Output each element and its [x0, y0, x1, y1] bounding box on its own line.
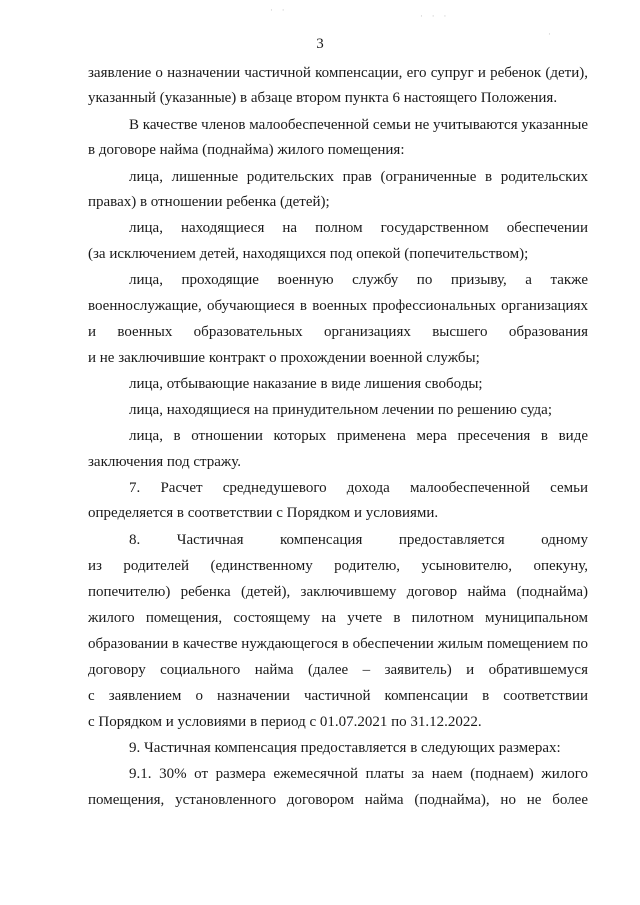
text-line: в договоре найма (поднайма) жилого помещения:: [88, 142, 405, 158]
text-line: помещения, установленного договором найма (поднайма), но не более: [88, 792, 588, 808]
text-line: лица, лишенные родительских прав (ограниченные в родительских: [129, 169, 588, 185]
text-line: заключения под стражу.: [88, 454, 242, 470]
text-line: 7. Расчет среднедушевого дохода малообеспеченной семьи: [129, 480, 588, 496]
scan-speckle: · ·: [270, 6, 288, 16]
text-line: образовании в качестве нуждающегося в обеспечении жилым помещением по: [88, 636, 588, 652]
text-line: 8. Частичная компенсация предоставляется одному: [129, 532, 588, 548]
text-line: лица, находящиеся на полном государственном обеспечении: [129, 220, 588, 236]
text-line: попечителю) ребенка (детей), заключившему договор найма (поднайма): [88, 584, 588, 600]
text-line: определяется в соответствии с Порядком и условиями.: [88, 505, 439, 521]
text-line: жилого помещения, состоящему на учете в пилотном муниципальном: [88, 610, 588, 626]
text-line: лица, находящиеся на принудительном лечении по решению суда;: [129, 402, 553, 418]
text-line: из родителей (единственному родителю, усыновителю, опекуну,: [88, 558, 588, 574]
text-line: военнослужащие, обучающиеся в военных профессиональных организациях: [88, 298, 588, 314]
page-number: 3: [316, 36, 324, 52]
text-line: с Порядком и условиями в период с 01.07.2021 по 31.12.2022.: [88, 714, 482, 730]
text-line: правах) в отношении ребенка (детей);: [88, 194, 330, 210]
text-line: лица, отбывающие наказание в виде лишения свободы;: [129, 376, 483, 392]
text-line: В качестве членов малообеспеченной семьи не учитываются указанные: [129, 117, 588, 133]
scan-speckle: · · ·: [420, 12, 450, 22]
scan-speckle: ·: [548, 30, 554, 40]
text-line: с заявлением о назначении частичной компенсации в соответствии: [88, 688, 588, 704]
text-line: и военных образовательных организациях высшего образования: [88, 324, 588, 340]
text-line: указанный (указанные) в абзаце втором пункта 6 настоящего Положения.: [88, 90, 558, 106]
text-line: 9. Частичная компенсация предоставляется в следующих размерах:: [129, 740, 561, 756]
text-line: договору социального найма (далее – заявитель) и обратившемуся: [88, 662, 588, 678]
text-line: и не заключившие контракт о прохождении военной службы;: [88, 350, 480, 366]
text-line: (за исключением детей, находящихся под опекой (попечительством);: [88, 246, 529, 262]
text-line: лица, проходящие военную службу по призыву, а также: [129, 272, 588, 288]
text-line: заявление о назначении частичной компенсации, его супруг и ребенок (дети),: [88, 65, 588, 81]
text-line: лица, в отношении которых применена мера пресечения в виде: [129, 428, 588, 444]
text-line: 9.1. 30% от размера ежемесячной платы за наем (поднаем) жилого: [129, 766, 588, 782]
